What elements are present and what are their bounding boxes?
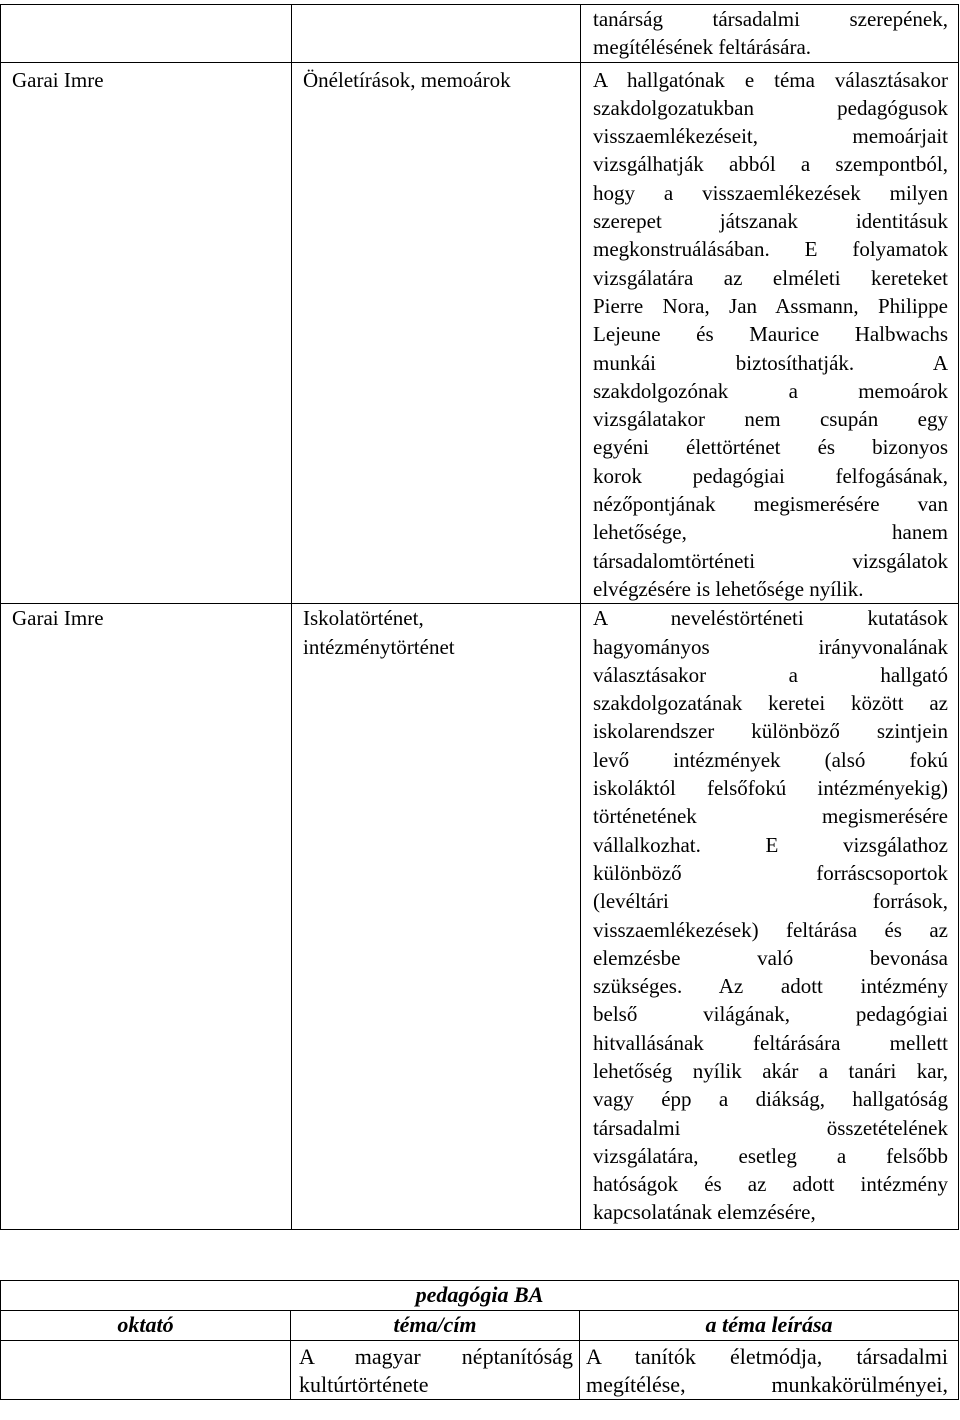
description-line: A hallgatónak e téma választásakor	[593, 67, 948, 92]
description-line: megítélésének feltárására.	[593, 35, 812, 60]
description-line: egyéni élettörténet és bizonyos	[593, 435, 948, 460]
description-line: vizsgálhatják abból a szempontból,	[593, 152, 948, 177]
description-line: választásakor a hallgató	[593, 662, 948, 687]
topic-title-line: intézménytörténet	[303, 634, 455, 659]
description-line: különböző forráscsoportok	[593, 860, 948, 885]
teacher-cell	[1, 1341, 291, 1400]
description-line: vállalkozhat. E vizsgálathoz	[593, 832, 948, 857]
description-line: Lejeune és Maurice Halbwachs	[593, 322, 948, 347]
description-cell	[581, 5, 959, 63]
description-line: szakdolgozatának keretei között az	[593, 691, 948, 716]
description-line: elemzésbe való bevonása	[593, 945, 948, 970]
description-line: visszaemlékezéseit, memoárjait	[593, 124, 948, 149]
description-line: hagyományos irányvonalának	[593, 634, 948, 659]
description-line: hitvallásának feltárására mellett	[593, 1030, 948, 1055]
column-header-description: a téma leírása	[580, 1311, 959, 1341]
topic-cell-empty	[292, 5, 581, 63]
description-line: megkonstruálásában. E folyamatok	[593, 237, 948, 262]
description-line: levő intézmények (alsó fokú	[593, 747, 948, 772]
description-line: kapcsolatának elemzésére,	[593, 1200, 816, 1225]
description-line: vizsgálatára az elméleti kereteket	[593, 265, 948, 290]
description-line: társadalomtörténeti vizsgálatok	[593, 548, 948, 573]
description-line: szükséges. Az adott intézmény	[593, 974, 948, 999]
teacher-cell	[1, 62, 292, 604]
column-header-teacher: oktató	[1, 1311, 291, 1341]
topic-title-line: kultúrtörténete	[299, 1372, 429, 1397]
description-cell	[581, 62, 959, 604]
teacher-cell	[1, 604, 292, 1230]
description-line: visszaemlékezések) feltárása és az	[593, 917, 948, 942]
description-line: tanárság társadalmi szerepének,	[593, 7, 948, 31]
description-line: hogy a visszaemlékezések milyen	[593, 180, 948, 205]
pedagogia-ba-table	[0, 1280, 959, 1400]
description-line: munkái biztosíthatják. A	[593, 350, 948, 375]
description-line: iskolarendszer különböző szintjein	[593, 719, 948, 744]
description-line: vizsgálatakor nem csupán egy	[593, 407, 948, 432]
header-row	[1, 1311, 959, 1341]
description-line: megítélése, munkakörülményei,	[586, 1372, 949, 1397]
description-line: A tanítók életmódja, társadalmi	[586, 1344, 949, 1369]
teacher-cell-empty	[1, 5, 292, 63]
description-line: korok pedagógiai felfogásának,	[593, 463, 948, 488]
teacher-name: Garai Imre	[12, 67, 104, 92]
description-line: A neveléstörténeti kutatások	[593, 606, 948, 631]
topic-cell	[292, 604, 581, 1230]
column-header-topic: téma/cím	[291, 1311, 580, 1341]
description-line: lehetőség nyílik akár a tanári kar,	[593, 1058, 948, 1083]
topics-table	[0, 4, 959, 1230]
description-line: társadalmi összetételének	[593, 1115, 948, 1140]
description-line: belső világának, pedagógiai	[593, 1002, 948, 1027]
description-line: vagy épp a diákság, hallgatóság	[593, 1087, 948, 1112]
topic-cell	[291, 1341, 580, 1400]
description-line: vizsgálatára, esetleg a felsőbb	[593, 1143, 948, 1168]
topic-title-line: Iskolatörténet,	[303, 606, 424, 631]
description-line: elvégzésére is lehetősége nyílik.	[593, 576, 864, 601]
description-line: szerepet játszanak identitásuk	[593, 209, 948, 234]
topic-cell	[292, 62, 581, 604]
description-line: történetének megismerésére	[593, 804, 948, 829]
section-title-row	[1, 1281, 959, 1311]
topic-title-line: A magyar néptanítóság	[299, 1344, 573, 1369]
section-title: pedagógia BA	[1, 1281, 959, 1311]
description-line: iskoláktól felsőfokú intézményekig)	[593, 776, 948, 801]
description-line: (levéltári források,	[593, 889, 948, 914]
description-line: hatóságok és az adott intézmény	[593, 1172, 948, 1197]
table-row	[1, 604, 959, 1230]
teacher-name: Garai Imre	[12, 606, 104, 631]
table-row	[1, 1341, 959, 1400]
topic-title: Önéletírások, memoárok	[303, 67, 511, 92]
description-line: szakdolgozatukban pedagógusok	[593, 95, 948, 120]
description-line: nézőpontjának megismerésére van	[593, 492, 948, 517]
description-cell	[580, 1341, 959, 1400]
table-row	[1, 62, 959, 604]
description-line: lehetősége, hanem	[593, 520, 948, 545]
description-line: Pierre Nora, Jan Assmann, Philippe	[593, 293, 948, 318]
table-row	[1, 5, 959, 63]
description-cell	[581, 604, 959, 1230]
description-line: szakdolgozónak a memoárok	[593, 378, 948, 403]
